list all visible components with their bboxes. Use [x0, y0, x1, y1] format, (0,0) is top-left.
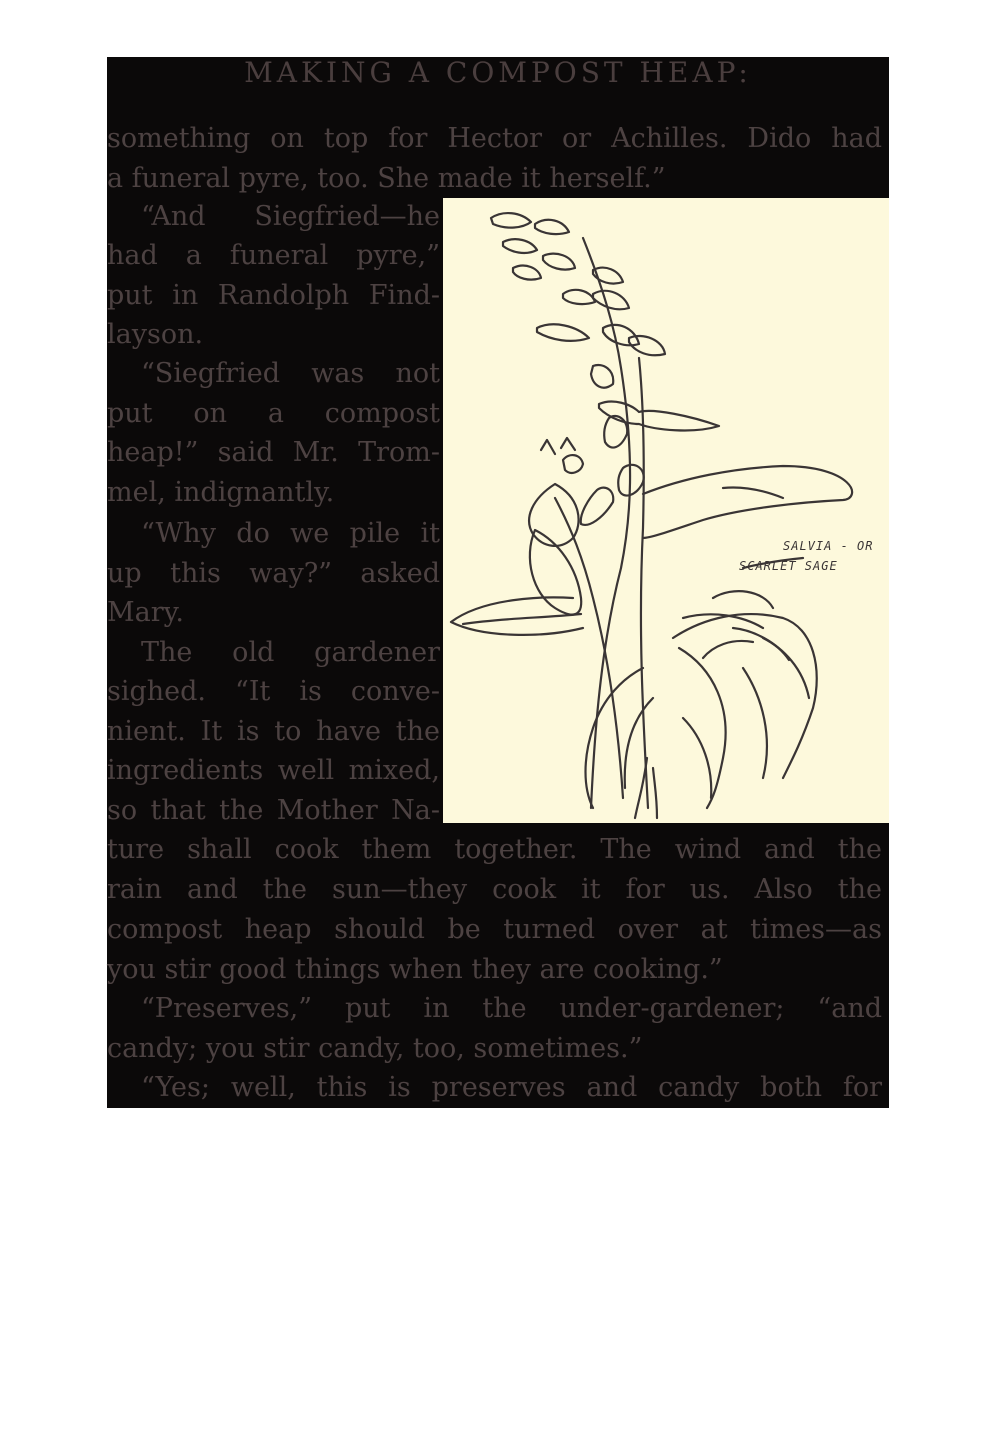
text-line: candy; you stir candy, too, sometimes.” — [107, 1033, 643, 1064]
text-line: Mary. — [107, 597, 184, 628]
text-line: put on a compost — [107, 398, 440, 429]
salvia-illustration — [443, 198, 889, 823]
text-line: ingredients well mixed, — [107, 755, 440, 786]
text-line: nient. It is to have the — [107, 716, 440, 747]
text-line: “Yes; well, this is preserves and candy both for — [141, 1072, 882, 1103]
text-line: “Preserves,” put in the under-gardener; “and — [141, 993, 882, 1024]
text-line: heap!” said Mr. Trom- — [107, 437, 440, 468]
text-line: The old gardener — [141, 637, 440, 668]
text-line: layson. — [107, 319, 204, 350]
text-line: up this way?” asked — [107, 558, 440, 589]
text-line: “Why do we pile it — [141, 518, 440, 549]
text-line: mel, indignantly. — [107, 477, 335, 508]
text-line: had a funeral pyre,” — [107, 240, 440, 271]
text-line: rain and the sun—they cook it for us. Also the — [107, 874, 882, 905]
text-line: ture shall cook them together. The wind and the — [107, 834, 882, 865]
text-line: something on top for Hector or Achilles. Dido had — [107, 123, 882, 154]
text-line: put in Randolph Find- — [107, 280, 440, 311]
running-head: MAKING A COMPOST HEAP: — [244, 56, 752, 89]
text-line: a funeral pyre, too. She made it herself.” — [107, 163, 666, 194]
illustration-caption-line2: SCARLET SAGE — [739, 559, 838, 573]
text-line: “And Siegfried—he — [141, 201, 440, 232]
text-line: “Siegfried was not — [141, 358, 440, 389]
text-line: you stir good things when they are cooking.” — [107, 954, 723, 985]
text-line: compost heap should be turned over at times—as — [107, 914, 882, 945]
salvia-drawing — [443, 198, 889, 823]
page-block — [107, 57, 889, 1108]
text-line: sighed. “It is conve- — [107, 676, 440, 707]
text-line: so that the Mother Na- — [107, 795, 440, 826]
illustration-caption-line1: SALVIA - OR — [783, 539, 874, 553]
